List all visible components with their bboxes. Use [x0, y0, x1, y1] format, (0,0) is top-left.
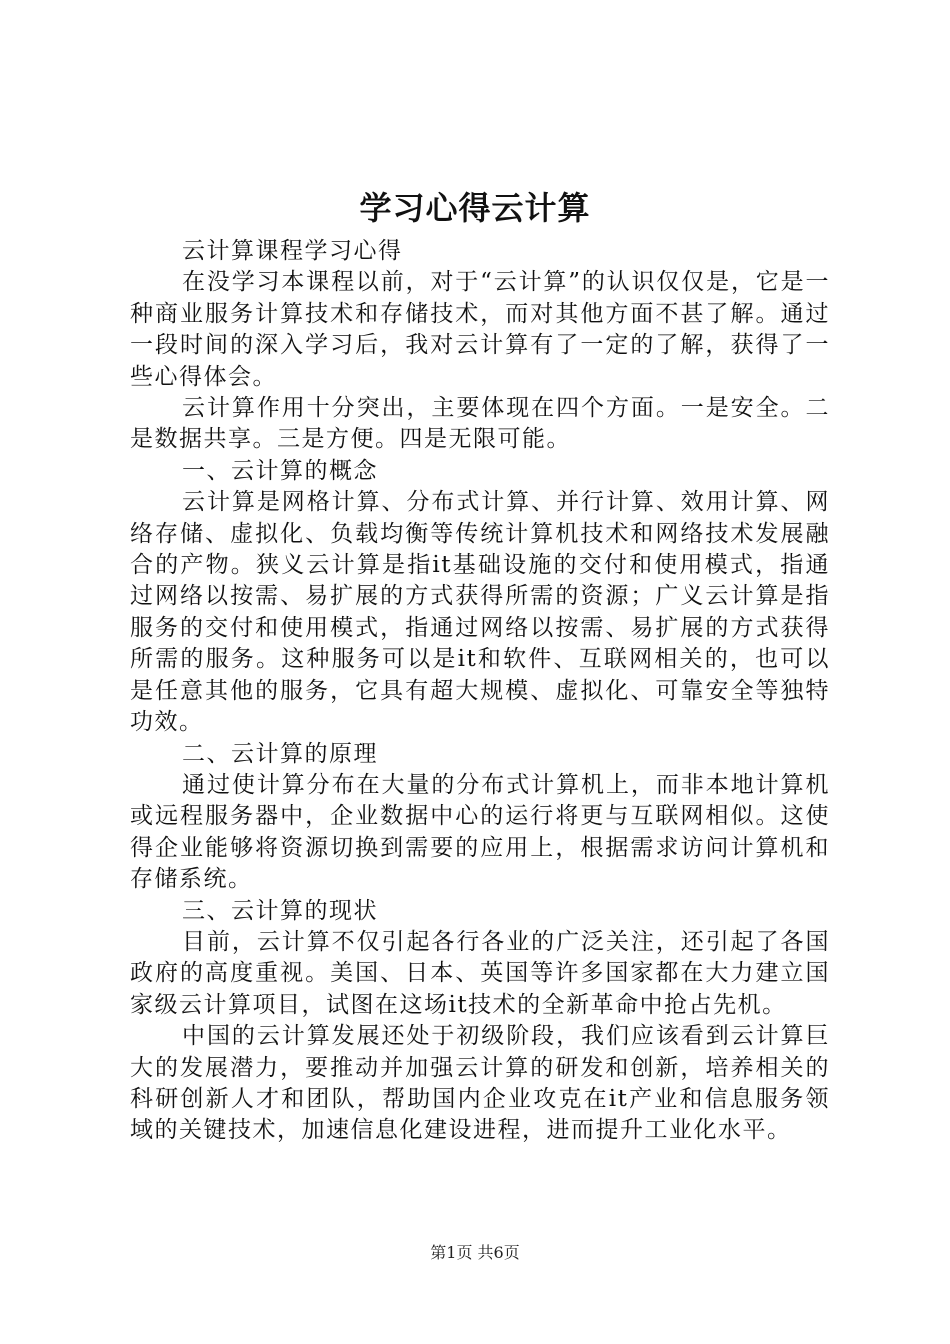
section-heading-principle: 二、云计算的原理: [182, 740, 378, 767]
china-paragraph: 中国的云计算发展还处于初级阶段，我们应该看到云计算巨大的发展潜力，要推动并加强云计算的研发和创新，培养相关的科研创新人才和团队，帮助国内企业攻克在it产业和信息服务领域的关键技术，加速信息化建设进程，进而提升工业化水平。: [130, 1023, 830, 1144]
section-heading-status: 三、云计算的现状: [182, 897, 378, 924]
concept-paragraph: 云计算是网格计算、分布式计算、并行计算、效用计算、网络存储、虚拟化、负载均衡等传统计算机技术和网络技术发展融合的产物。狭义云计算是指it基础设施的交付和使用模式，指通过网络以按需、易扩展的方式获得所需的资源；广义云计算是指服务的交付和使用模式，指通过网络以按需、易扩展的方式获得所需的服务。这种服务可以是it和软件、互联网相关的，也可以是任意其他的服务，它具有超大规模、虚拟化、可靠安全等独特功效。: [130, 489, 830, 736]
principle-paragraph: 通过使计算分布在大量的分布式计算机上，而非本地计算机或远程服务器中，企业数据中心的运行将更与互联网相似。这使得企业能够将资源切换到需要的应用上，根据需求访问计算机和存储系统。: [130, 771, 830, 893]
role-paragraph: 云计算作用十分突出，主要体现在四个方面。一是安全。二是数据共享。三是方便。四是无限可能。: [130, 395, 830, 453]
page-footer: 第1页 共6页: [430, 1243, 520, 1262]
document-title: 学习心得云计算: [359, 189, 591, 227]
subtitle-paragraph: 云计算课程学习心得: [182, 238, 403, 264]
intro-paragraph: 在没学习本课程以前，对于“云计算”的认识仅仅是，它是一种商业服务计算技术和存储技术，而对其他方面不甚了解。通过一段时间的深入学习后，我对云计算有了一定的了解，获得了一些心得体会。: [130, 269, 830, 390]
document-body: [130, 236, 830, 1147]
section-heading-concept: 一、云计算的概念: [182, 457, 378, 484]
status-paragraph: 目前，云计算不仅引起各行各业的广泛关注，还引起了各国政府的高度重视。美国、日本、英国等许多国家都在大力建立国家级云计算项目，试图在这场it技术的全新革命中抢占先机。: [130, 928, 830, 1018]
